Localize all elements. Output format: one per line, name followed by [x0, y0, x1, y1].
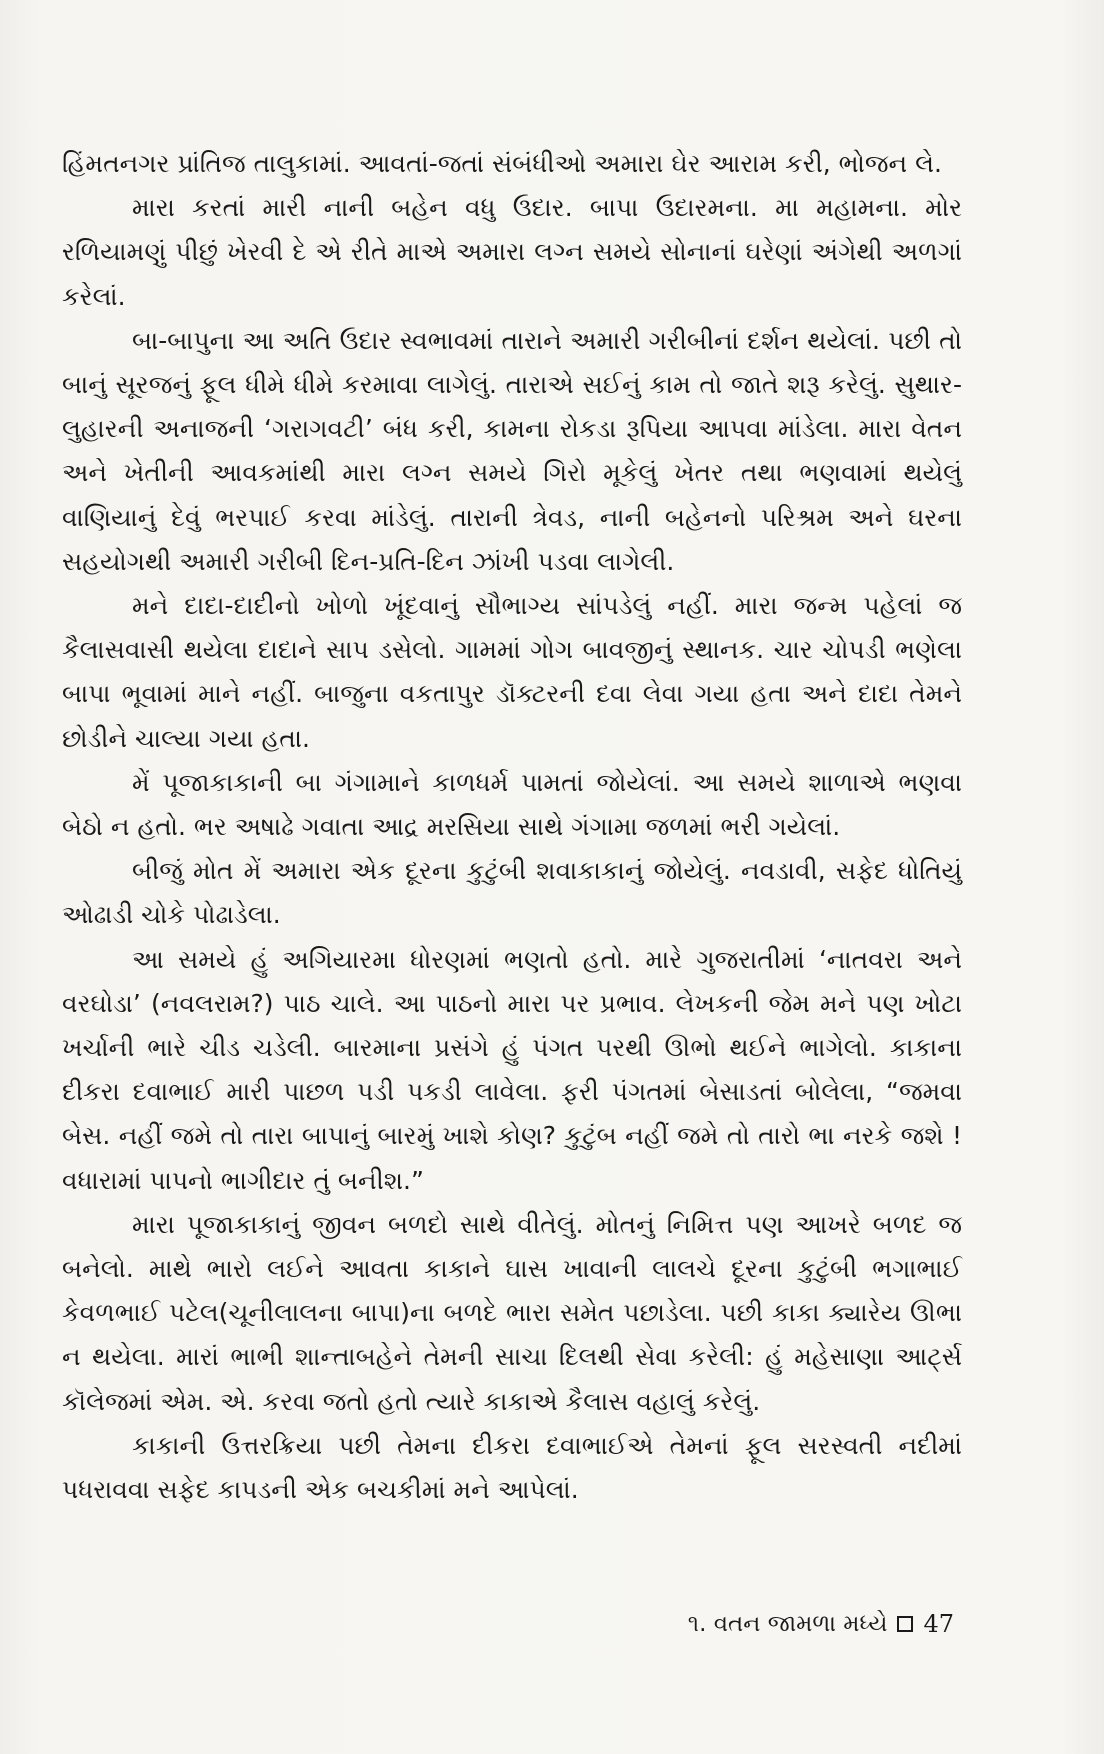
- body-text: [62, 142, 962, 1512]
- page-footer: [688, 1610, 954, 1638]
- paragraph-5: મેં પૂજાકાકાની બા ગંગામાને કાળધર્મ પામતાં જોયેલાં. આ સમયે શાળાએ ભણવા બેઠો ન હતો. ભર અષાઢે ગવાતા આદ્ર મરસિયા સાથે ગંગામા જળમાં ભરી ગયેલાં.: [62, 767, 962, 842]
- chapter-title: ૧. વતન જામળા મધ્યે: [687, 1611, 888, 1637]
- paragraph-9: કાકાની ઉત્તરક્રિયા પછી તેમના દીકરા દવાભાઈએ તેમનાં ફૂલ સરસ્વતી નદીમાં પધરાવવા સફેદ કાપડની એક બચકીમાં મને આપેલાં.: [62, 1430, 962, 1505]
- square-icon: [897, 1616, 913, 1632]
- paragraph-1: હિંમતનગર પ્રાંતિજ તાલુકામાં. આવતાં-જતાં સંબંધીઓ અમારા ઘેર આરામ કરી, ભોજન લે.: [62, 149, 942, 178]
- paragraph-8: મારા પૂજાકાકાનું જીવન બળદો સાથે વીતેલું. મોતનું નિમિત્ત પણ આખરે બળદ જ બનેલો. માથે ભારો લઈને આવતા કાકાને ઘાસ ખાવાની લાલચે દૂરના કુટુંબી ભગાભાઈ કેવળભાઈ પટેલ(ચૂનીલાલના બાપા)ના બળદે ભારા સમેત પછાડેલા. પછી કાકા ક્યારેય ઊભા ન થયેલા. મારાં ભાભી શાન્તાબહેને તેમની સાચા દિલથી સેવા કરેલી: હું મહેસાણા આર્ટ્સ કૉલેજમાં એમ. એ. કરવા જતો હતો ત્યારે કાકાએ કૈલાસ વહાલું કરેલું.: [62, 1209, 962, 1416]
- paragraph-6: બીજું મોત મેં અમારા એક દૂરના કુટુંબી શવાકાકાનું જોયેલું. નવડાવી, સફેદ ધોતિયું ઓઢાડી ચોકે પોઢાડેલા.: [62, 856, 962, 930]
- paragraph-7: આ સમયે હું અગિયારમા ધોરણમાં ભણતો હતો. મારે ગુજરાતીમાં ‘નાતવરા અને વરઘોડા’ (નવલરામ?) પાઠ ચાલે. આ પાઠનો મારા પર પ્રભાવ. લેખકની જેમ મને પણ ખોટા ખર્ચાની ભારે ચીડ ચડેલી. બારમાના પ્રસંગે હું પંગત પરથી ઊભો થઈને ભાગેલો. કાકાના દીકરા દવાભાઈ મારી પાછળ પડી પકડી લાવેલા. ફરી પંગતમાં બેસાડતાં બોલેલા, “જમવા બેસ. નહીં જમે તો તારા બાપાનું બારમું ખાશે કોણ? કુટુંબ નહીં જમે તો તારો ભા નરકે જશે ! વધારામાં પાપનો ભાગીદાર તું બનીશ.”: [62, 944, 962, 1195]
- page-number: 47: [923, 1610, 954, 1638]
- paragraph-4: મને દાદા-દાદીનો ખોળો ખૂંદવાનું સૌભાગ્ય સાંપડેલું નહીં. મારા જન્મ પહેલાં જ કૈલાસવાસી થયેલા દાદાને સાપ ડસેલો. ગામમાં ગોગ બાવજીનું સ્થાનક. ચાર ચોપડી ભણેલા બાપા ભૂવામાં માને નહીં. બાજુના વકતાપુર ડૉક્ટરની દવા લેવા ગયા હતા અને દાદા તેમને છોડીને ચાલ્યા ગયા હતા.: [62, 591, 962, 753]
- paragraph-2: મારા કરતાં મારી નાની બહેન વધુ ઉદાર. બાપા ઉદારમના. મા મહામના. મોર રળિયામણું પીછું ખેરવી દે એ રીતે માએ અમારા લગ્ન સમયે સોનાનાં ઘરેણાં અંગેથી અળગાં કરેલાં.: [62, 193, 962, 311]
- paragraph-3: બા-બાપુના આ અતિ ઉદાર સ્વભાવમાં તારાને અમારી ગરીબીનાં દર્શન થયેલાં. પછી તો બાનું સૂરજનું ફૂલ ધીમે ધીમે કરમાવા લાગેલું. તારાએ સઈનું કામ તો જાતે શરૂ કરેલું. સુથાર-લુહારની અનાજની ‘ગરાગવટી’ બંધ કરી, કામના રોકડા રૂપિયા આપવા માંડેલા. મારા વેતન અને ખેતીની આવકમાંથી મારા લગ્ન સમયે ગિરો મૂકેલું ખેતર તથા ભણવામાં થયેલું વાણિયાનું દેવું ભરપાઈ કરવા માંડેલું. તારાની ત્રેવડ, નાની બહેનનો પરિશ્રમ અને ઘરના સહયોગથી અમારી ગરીબી દિન-પ્રતિ-દિન ઝાંખી પડવા લાગેલી.: [62, 325, 962, 576]
